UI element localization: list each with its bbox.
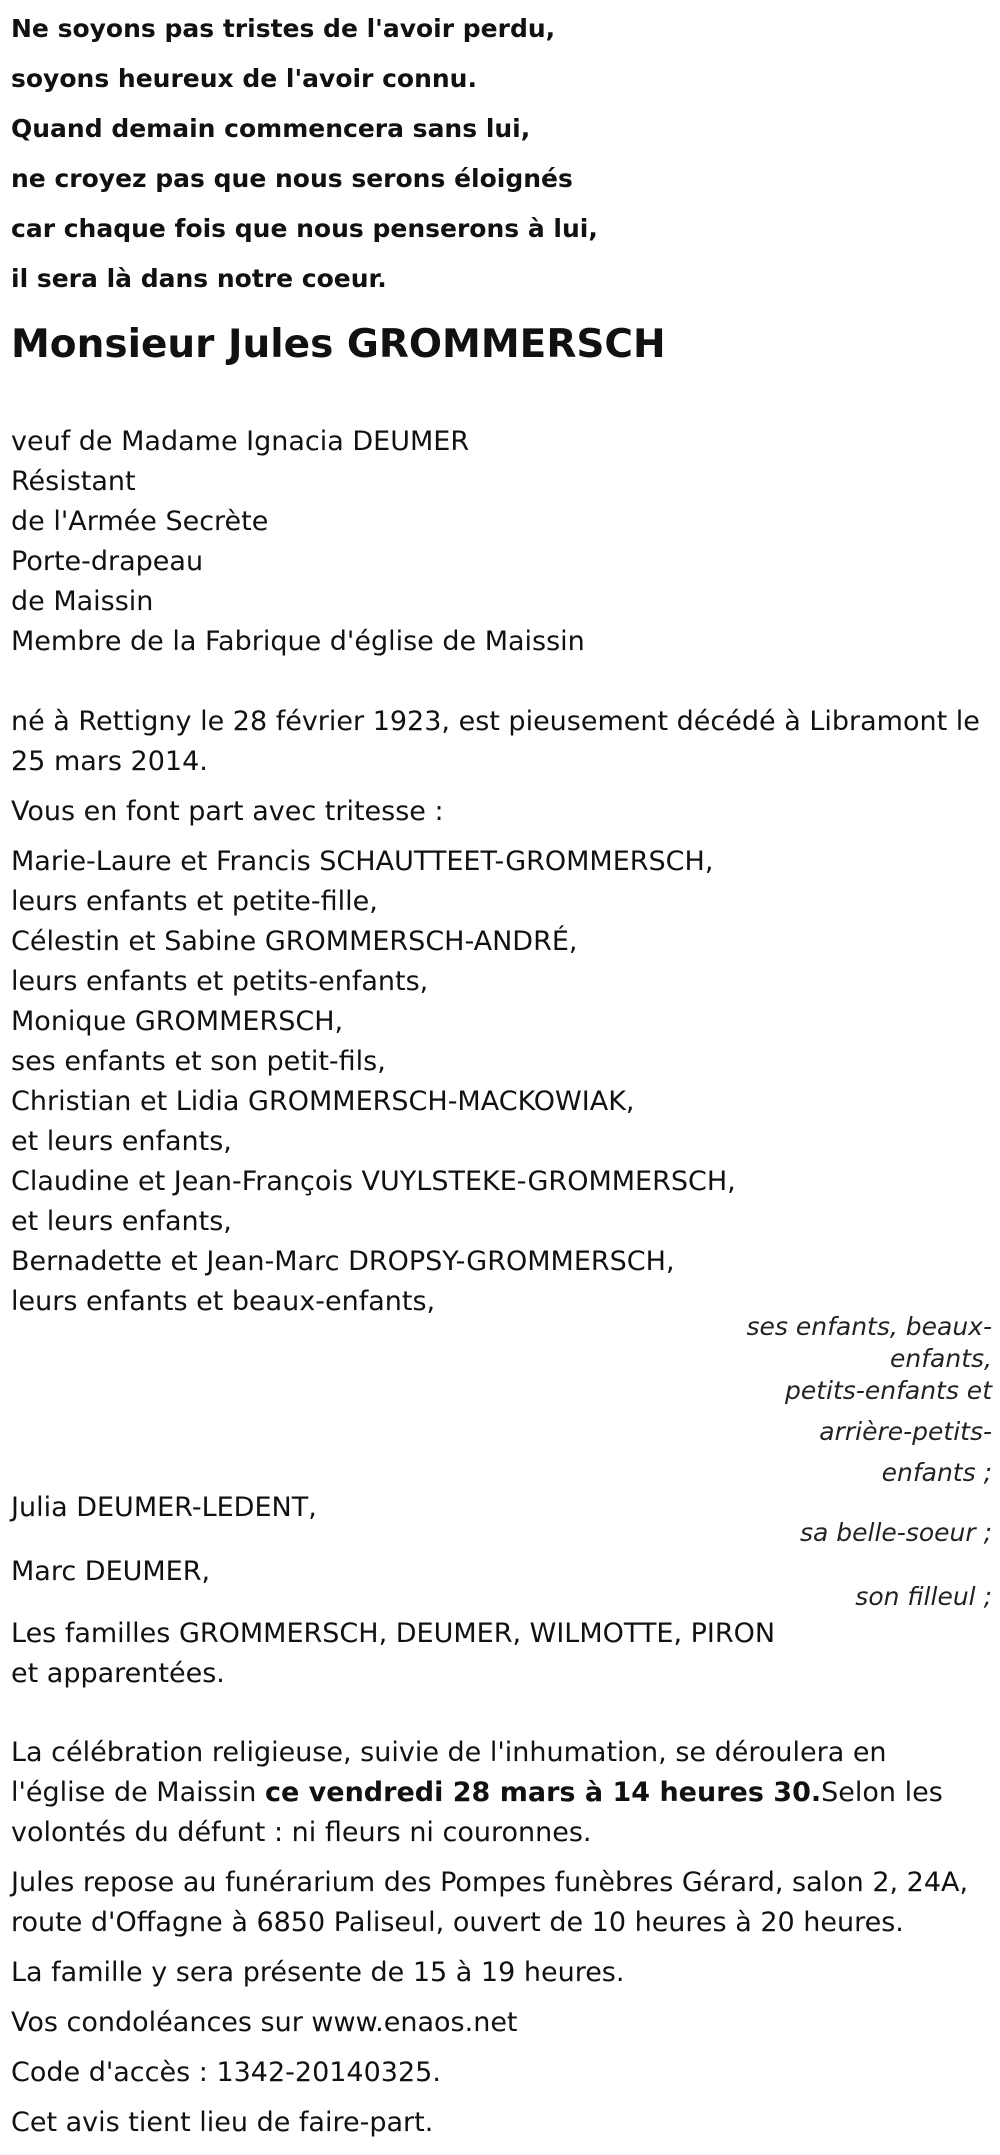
family-line: Christian et Lidia GROMMERSCH-MACKOWIAK, — [11, 1086, 635, 1117]
family-line: et leurs enfants, — [11, 1126, 232, 1157]
ceremony-date: ce vendredi 28 mars à 14 heures 30. — [264, 1777, 822, 1808]
families-line: Les familles GROMMERSCH, DEUMER, WILMOTTE, PIRON — [11, 1618, 776, 1649]
role-line: sa belle-soeur ; — [799, 1518, 992, 1547]
role-line: enfants, — [890, 1344, 992, 1373]
ceremony-before: La célébration religieuse, suivie de l'inhumation, se déroulera en l'église de Maissin — [11, 1737, 887, 1808]
family-line: Marie-Laure et Francis SCHAUTTEET-GROMMERSCH, — [11, 846, 714, 877]
title-line: de l'Armée Secrète — [11, 506, 269, 537]
role-line: enfants ; — [881, 1458, 992, 1487]
poem-line: ne croyez pas que nous serons éloignés — [11, 164, 573, 193]
families-list — [11, 1614, 775, 1694]
families-line: et apparentées. — [11, 1658, 225, 1689]
family-line: et leurs enfants, — [11, 1206, 232, 1237]
poem-line: car chaque fois que nous penserons à lui, — [11, 214, 598, 243]
role-line: petits-enfants et — [785, 1376, 992, 1405]
sister-in-law-name: Julia DEUMER-LEDENT, — [11, 1492, 317, 1523]
intro-text: Vous en font part avec tritesse : — [11, 796, 444, 827]
family-line: leurs enfants et petits-enfants, — [11, 966, 429, 997]
godson-role — [855, 1578, 992, 1616]
family-line: Claudine et Jean-François VUYLSTEKE-GROMMERSCH, — [11, 1166, 736, 1197]
title-line: Résistant — [11, 466, 136, 497]
family-list — [11, 842, 736, 1322]
children-role — [746, 1308, 992, 1492]
notice-text: Cet avis tient lieu de faire-part. — [11, 2107, 434, 2138]
role-line: arrière-petits- — [819, 1417, 992, 1446]
title-line: Porte-drapeau — [11, 546, 204, 577]
role-line: son filleul ; — [855, 1582, 992, 1611]
birth-death-text: né à Rettigny le 28 février 1923, est pieusement décédé à Libramont le 25 mars 2014. — [11, 706, 980, 777]
ceremony-after: Selon les volontés du défunt : ni fleurs ni couronnes. — [11, 1777, 943, 1848]
poem-line: soyons heureux de l'avoir connu. — [11, 64, 477, 93]
poem-line: Quand demain commencera sans lui, — [11, 114, 531, 143]
deceased-name: Monsieur Jules GROMMERSCH — [11, 322, 666, 367]
poem — [11, 4, 598, 304]
sister-in-law-role — [800, 1514, 992, 1552]
family-line: leurs enfants et petite-fille, — [11, 886, 378, 917]
role-line: ses enfants, beaux- — [746, 1312, 992, 1341]
title-line: Membre de la Fabrique d'église de Maissin — [11, 626, 585, 657]
presence-text: La famille y sera présente de 15 à 19 heures. — [11, 1957, 625, 1988]
godson-name: Marc DEUMER, — [11, 1556, 211, 1587]
poem-line: il sera là dans notre coeur. — [11, 264, 387, 293]
family-line: leurs enfants et beaux-enfants, — [11, 1286, 436, 1317]
access-code-text: Code d'accès : 1342-20140325. — [11, 2057, 441, 2088]
title-line: veuf de Madame Ignacia DEUMER — [11, 426, 470, 457]
family-line: Bernadette et Jean-Marc DROPSY-GROMMERSCH, — [11, 1246, 675, 1277]
funeral-home-text: Jules repose au funérarium des Pompes funèbres Gérard, salon 2, 24A, route d'Offagne à 6850 Paliseul, ouvert de 10 heures à 20 heures. — [11, 1867, 969, 1938]
family-line: ses enfants et son petit-fils, — [11, 1046, 386, 1077]
poem-line: Ne soyons pas tristes de l'avoir perdu, — [11, 14, 556, 43]
family-line: Monique GROMMERSCH, — [11, 1006, 344, 1037]
ceremony-text — [11, 1733, 981, 1853]
family-line: Célestin et Sabine GROMMERSCH-ANDRÉ, — [11, 926, 578, 957]
titles-list — [11, 422, 585, 662]
title-line: de Maissin — [11, 586, 154, 617]
condolences-text: Vos condoléances sur www.enaos.net — [11, 2007, 518, 2038]
